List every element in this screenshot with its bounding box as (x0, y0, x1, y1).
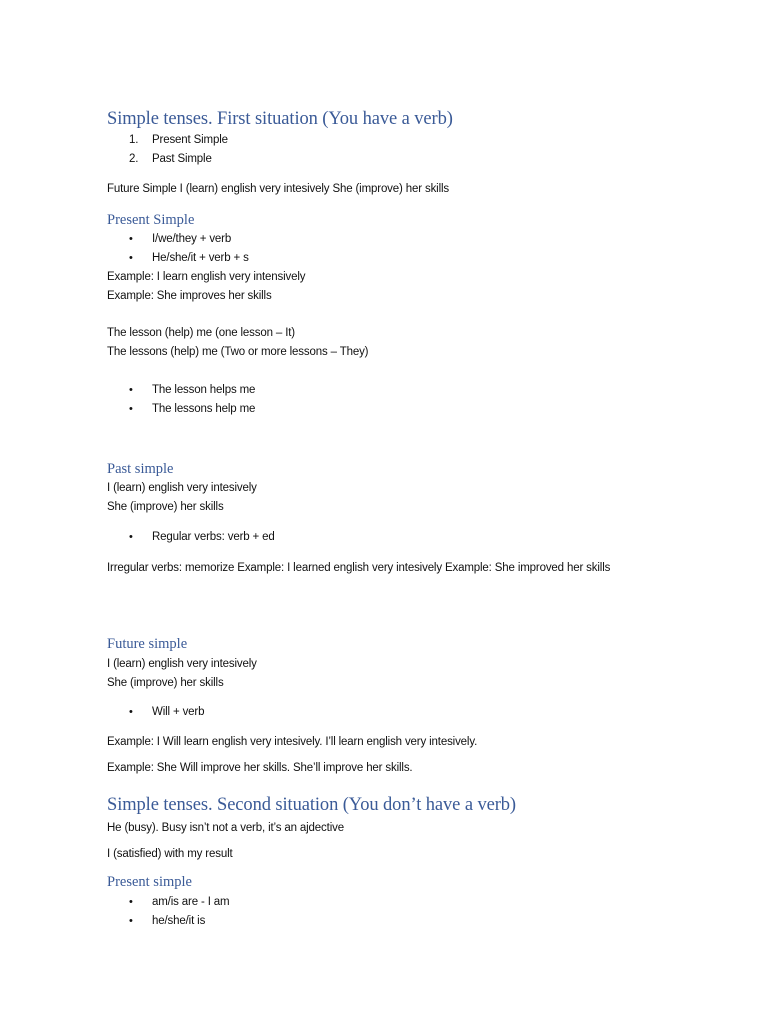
example-line: Example: She Will improve her skills. She’ll improve her skills. (107, 762, 413, 774)
bullet-icon: • (129, 233, 133, 245)
heading-future-simple: Future simple (107, 636, 188, 652)
exercise-line: I (learn) english very intesively (107, 482, 257, 494)
bullet-item: The lessons help me (152, 403, 256, 415)
lesson-line: The lesson (help) me (one lesson – It) (107, 327, 295, 339)
bullet-item: Will + verb (152, 706, 205, 718)
bullet-icon: • (129, 531, 133, 543)
bullet-icon: • (129, 896, 133, 908)
bullet-icon: • (129, 915, 133, 927)
list-item-present-simple: Present Simple (152, 134, 228, 146)
bullet-icon: • (129, 706, 133, 718)
irregular-verbs-paragraph: Irregular verbs: memorize Example: I learned english very intesively Example: She improved her skills (107, 562, 611, 574)
lesson-line: The lessons (help) me (Two or more lessons – They) (107, 346, 369, 358)
bullet-item: he/she/it is (152, 915, 206, 927)
bullet-icon: • (129, 403, 133, 415)
exercise-line: She (improve) her skills (107, 501, 224, 513)
example-line: Example: I Will learn english very intesively. I’ll learn english very intesively. (107, 736, 478, 748)
future-simple-line: Future Simple I (learn) english very intesively She (improve) her skills (107, 183, 449, 195)
list-number: 1. (129, 134, 139, 146)
bullet-item: He/she/it + verb + s (152, 252, 249, 264)
heading-first-situation: Simple tenses. First situation (You have a verb) (107, 109, 453, 129)
example-line: Example: She improves her skills (107, 290, 272, 302)
example-line: Example: I learn english very intensively (107, 271, 306, 283)
second-line: I (satisfied) with my result (107, 848, 233, 860)
heading-present-simple: Present Simple (107, 212, 195, 228)
exercise-line: She (improve) her skills (107, 677, 224, 689)
second-line: He (busy). Busy isn’t not a verb, it’s an ajdective (107, 822, 344, 834)
bullet-icon: • (129, 384, 133, 396)
heading-present-simple-second: Present simple (107, 874, 192, 890)
bullet-item: Regular verbs: verb + ed (152, 531, 275, 543)
bullet-item: The lesson helps me (152, 384, 256, 396)
heading-past-simple: Past simple (107, 461, 174, 477)
heading-second-situation: Simple tenses. Second situation (You don’t have a verb) (107, 795, 516, 815)
bullet-item: I/we/they + verb (152, 233, 232, 245)
bullet-item: am/is are - I am (152, 896, 230, 908)
exercise-line: I (learn) english very intesively (107, 658, 257, 670)
list-number: 2. (129, 153, 139, 165)
bullet-icon: • (129, 252, 133, 264)
list-item-past-simple: Past Simple (152, 153, 212, 165)
